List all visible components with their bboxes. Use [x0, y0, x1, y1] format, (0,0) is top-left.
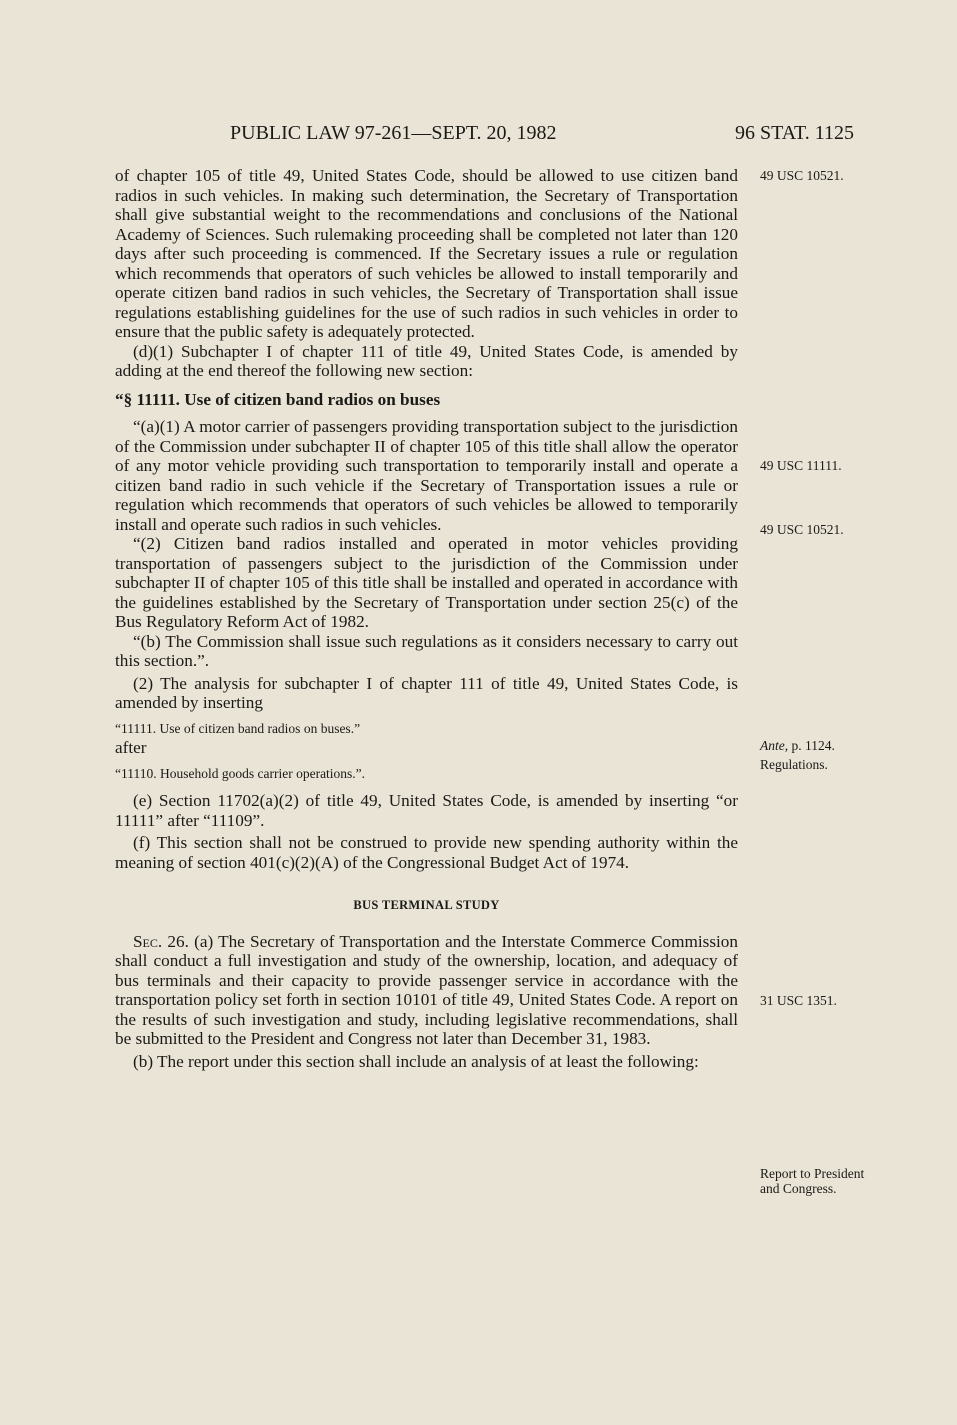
inserted-line: “11110. Household goods carrier operations.”.	[115, 765, 366, 781]
paragraph: (e) Section 11702(a)(2) of title 49, United States Code, is amended by inserting “or 11111” after “11109”.	[115, 791, 738, 830]
law-title: PUBLIC LAW 97-261—SEPT. 20, 1982	[230, 122, 557, 144]
section-label: Sec. 26.	[133, 931, 189, 951]
margin-note: 31 USC 1351.	[760, 993, 837, 1008]
margin-note: 49 USC 11111.	[760, 458, 842, 473]
paragraph-text: (a) The Secretary of Transportation and the Interstate Commerce Commission shall conduct a full investigation and study of the ownership, location, and adequacy of bus terminals and their capacity to provide passenger service in accordance with the transportation policy set forth in section 10101 of title 49, United States Code. A report on the results of such investigation and study, including legislative recommendations, shall be submitted to the President and Congress not later than December 31, 1983.	[115, 931, 738, 1048]
margin-note-italic: Ante,	[760, 738, 789, 753]
paragraph: “(2) Citizen band radios installed and operated in motor vehicles providing transportation of passengers subject to the jurisdiction of the Commission under subchapter II of chapter 105 of this title shall be installed and operated in accordance with the guidelines established by the Secretary of Transportation under section 25(c) of the Bus Regulatory Reform Act of 1982.	[115, 534, 738, 631]
paragraph: (b) The report under this section shall include an analysis of at least the following:	[133, 1051, 699, 1071]
body-text	[115, 166, 738, 1071]
paragraph: “(b) The Commission shall issue such regulations as it considers necessary to carry out this section.”.	[115, 631, 738, 670]
margin-note: Report to President and Congress.	[760, 1166, 865, 1196]
section-heading: “§ 11111. Use of citizen band radios on buses	[115, 389, 441, 409]
statute-page-number: 96 STAT. 1125	[735, 122, 854, 144]
paragraph: of chapter 105 of title 49, United States Code, should be allowed to use citizen band radios in such vehicles. In making such determination, the Secretary of Transportation shall give substantial weight to the recommendations and conclusions of the National Academy of Sciences. Such rulemaking proceeding shall be completed not later than 120 days after such proceeding is commenced. If the Secretary issues a rule or regulation which recommends that operators of such vehicles be allowed to install temporarily and operate citizen band radios in such vehicles, the Secretary of Transportation shall issue regulations establishing guidelines for the use of such radios in such vehicles in order to ensure that the public safety is adequately protected.	[115, 166, 738, 341]
inserted-line: “11111. Use of citizen band radios on buses.”	[115, 720, 361, 736]
margin-note-text: p. 1124.	[791, 738, 835, 753]
section-title: BUS TERMINAL STUDY	[353, 898, 500, 912]
paragraph: “(a)(1) A motor carrier of passengers providing transportation subject to the jurisdiction of the Commission under subchapter II of chapter 105 of this title shall allow the operator of any motor vehicle providing such transportation to temporarily install and operate a citizen band radio in such vehicle if the Secretary of Transportation issues a rule or regulation which recommends that operators of such vehicles be allowed to temporarily install and operate such radios in such vehicles.	[115, 417, 738, 534]
paragraph: (d)(1) Subchapter I of chapter 111 of title 49, United States Code, is amended by adding at the end thereof the following new section:	[115, 341, 738, 380]
margin-note: 49 USC 10521.	[760, 522, 844, 537]
margin-note: 49 USC 10521.	[760, 168, 844, 183]
paragraph: (f) This section shall not be construed to provide new spending authority within the meaning of section 401(c)(2)(A) of the Congressional Budget Act of 1974.	[115, 833, 738, 872]
margin-note	[760, 738, 835, 753]
margin-note: Regulations.	[760, 757, 828, 772]
paragraph: (2) The analysis for subchapter I of chapter 111 of title 49, United States Code, is amended by inserting	[115, 673, 738, 712]
page-header	[0, 122, 957, 148]
paragraph	[115, 932, 738, 1049]
paragraph: after	[115, 738, 147, 757]
